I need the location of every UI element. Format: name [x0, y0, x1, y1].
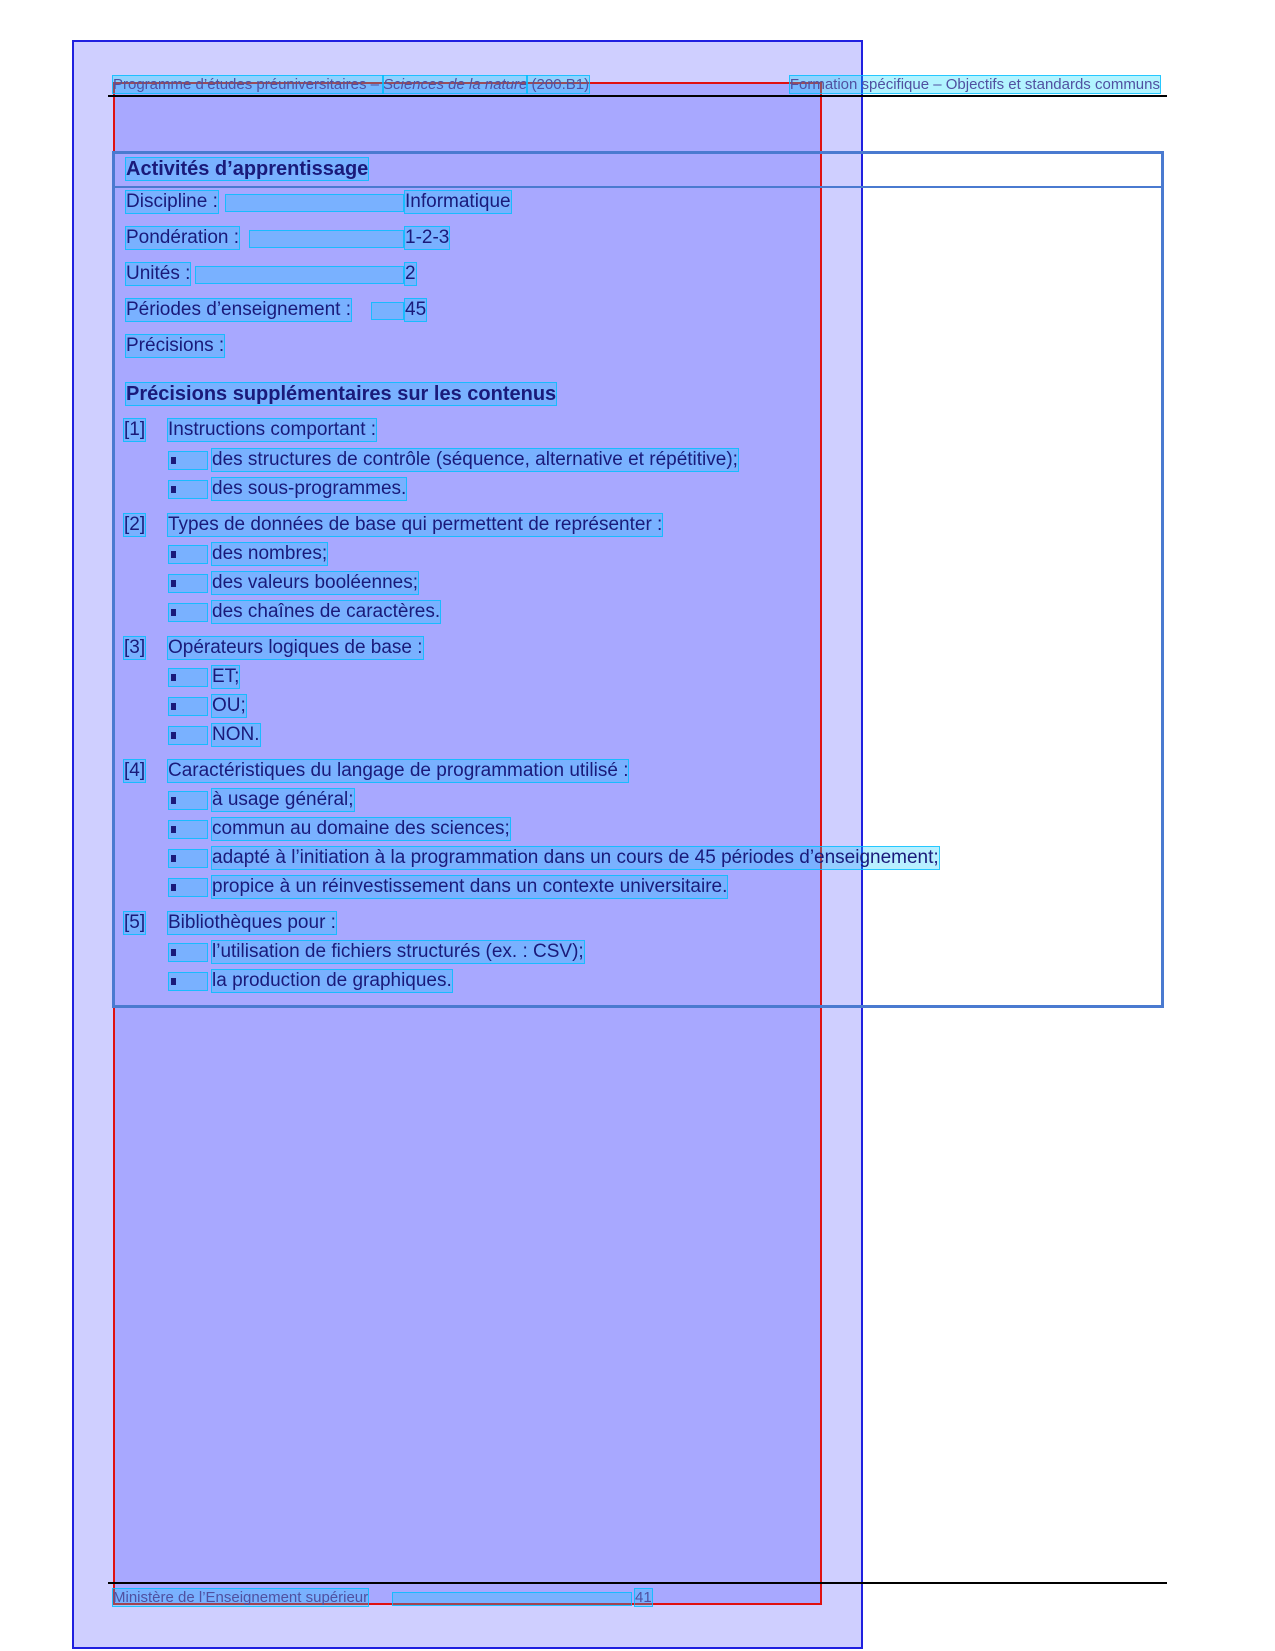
- field-key: Pondération :: [126, 227, 240, 248]
- field-key: Discipline :: [126, 191, 218, 212]
- footer-leader: [393, 1593, 631, 1605]
- header-left-italic: Sciences de la nature: [383, 76, 528, 93]
- field-unites: [126, 263, 526, 287]
- field-periodes: [126, 299, 526, 323]
- section-text: Opérateurs logiques de base :: [168, 637, 423, 658]
- box-title: Activités d’apprentissage: [126, 158, 369, 180]
- section-number: [2]: [124, 514, 146, 535]
- section-text: Bibliothèques pour :: [168, 912, 336, 933]
- box-subtitle: Précisions supplémentaires sur les contenus: [126, 383, 557, 405]
- bullet-icon: [169, 973, 207, 990]
- field-key: Unités :: [126, 263, 191, 284]
- section-text: Caractéristiques du langage de programmation utilisé :: [168, 760, 629, 781]
- box-title-divider: [115, 186, 1161, 188]
- bullet-icon: [169, 452, 207, 469]
- bullet-icon: [169, 792, 207, 809]
- section-number: [5]: [124, 912, 146, 933]
- section-number: [3]: [124, 637, 146, 658]
- bullet-icon: [169, 727, 207, 744]
- page-number: 41: [635, 1589, 652, 1606]
- section-number: [4]: [124, 760, 146, 781]
- bullet-icon: [169, 821, 207, 838]
- field-key: Périodes d’enseignement :: [126, 299, 351, 320]
- bullet-icon: [169, 575, 207, 592]
- section-text: Types de données de base qui permettent de représenter :: [168, 514, 663, 535]
- header-left-prefix: Programme d’études préuniversitaires –: [113, 76, 384, 93]
- bullet-icon: [169, 944, 207, 961]
- field-value: 45: [405, 299, 427, 320]
- footer-ministry: Ministère de l’Enseignement supérieur: [113, 1589, 369, 1606]
- field-ponderation: [126, 227, 526, 251]
- field-key: Précisions :: [126, 335, 225, 356]
- bullet-icon: [169, 546, 207, 563]
- bullet-icon: [169, 850, 207, 867]
- field-value: 1-2-3: [405, 227, 450, 248]
- footer-divider: [108, 1582, 1167, 1584]
- header-left-suffix: (200.B1): [527, 76, 590, 93]
- field-value: Informatique: [405, 191, 511, 212]
- section-text: Instructions comportant :: [168, 419, 377, 440]
- bullet-icon: [169, 604, 207, 621]
- bullet-icon: [169, 481, 207, 498]
- header-divider: [108, 95, 1167, 97]
- bullet-icon: [169, 669, 207, 686]
- section-number: [1]: [124, 419, 146, 440]
- field-value: 2: [405, 263, 416, 284]
- running-header-left: [113, 76, 589, 93]
- bullet-icon: [169, 698, 207, 715]
- running-header-right: Formation spécifique – Objectifs et standards communs: [789, 76, 1160, 93]
- bullet-icon: [169, 879, 207, 896]
- field-precisions: [126, 335, 526, 359]
- field-discipline: [126, 191, 526, 215]
